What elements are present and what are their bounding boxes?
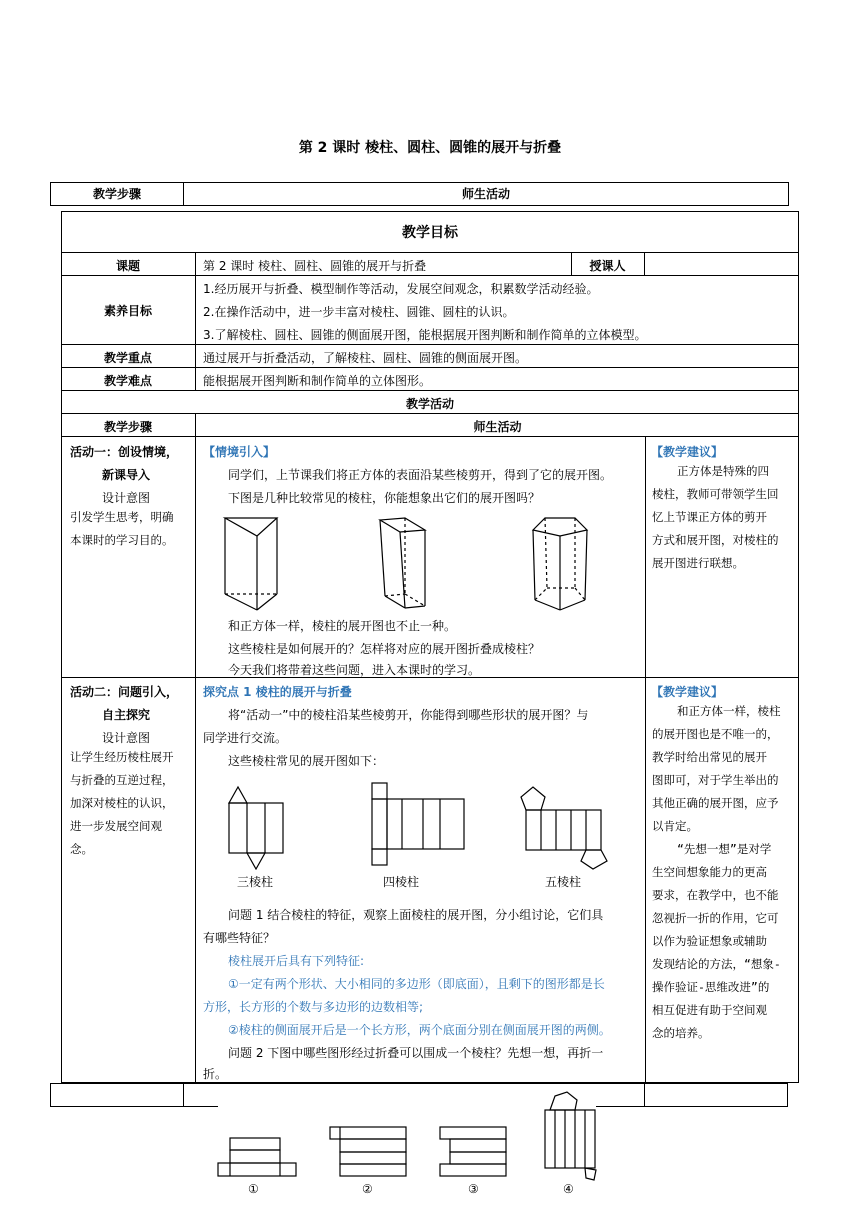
- activity1-p2: 下图是几种比较常见的棱柱，你能想象出它们的展开图吗？: [228, 491, 541, 505]
- nets-question-figure: [210, 1090, 610, 1185]
- activity2-suggest-line: 和正方体一样，棱柱: [677, 704, 781, 718]
- literacy-item-2: 2.在操作活动中，进一步丰富对棱柱、圆锥、圆柱的认识。: [203, 305, 515, 319]
- difficult-value: 能根据展开图判断和制作简单的立体图形。: [203, 374, 432, 388]
- activity2-suggest-line: 教学时给出常见的展开: [652, 750, 767, 764]
- activity1-p4: 这些棱柱是如何展开的？怎样将对应的展开图折叠成棱柱？: [228, 642, 541, 656]
- activity2-p1a: 将“活动一”中的棱柱沿某些棱剪开，你能得到哪些形状的展开图？与: [228, 708, 589, 722]
- activity1-intent: 设计意图: [102, 491, 151, 505]
- activity2-suggest-line: 其他正确的展开图，应予: [652, 796, 779, 810]
- option-label-2: ②: [362, 1182, 373, 1196]
- activity1-p1: 同学们，上节课我们将正方体的表面沿某些棱剪开，得到了它的展开图。: [228, 468, 613, 482]
- activity1-suggest-line: 方式和展开图，对棱柱的: [652, 533, 779, 547]
- activity2-suggest-tag: 【教学建议】: [651, 685, 724, 699]
- activity2-suggest-line: 发现结论的方法，“想象-: [652, 957, 781, 971]
- activity2-suggest-line: 要求，在教学中，也不能: [652, 888, 779, 902]
- feature-1b: 方形，长方形的个数与多边形的边数相等;: [203, 1000, 424, 1014]
- activity2-suggest-line: 以肯定。: [652, 819, 698, 833]
- feature-1a: ①一定有两个形状、大小相同的多边形（即底面），且剩下的图形都是长: [228, 977, 605, 991]
- topic-label: 课题: [115, 259, 140, 273]
- activity2-suggest-line: “先想一想”是对学: [677, 842, 772, 856]
- objectives-heading: 教学目标: [402, 225, 458, 241]
- literacy-item-1: 1.经历展开与折叠、模型制作等活动，发展空间观念，积累数学活动经验。: [203, 282, 599, 296]
- activity2-intent: 设计意图: [102, 731, 151, 745]
- literacy-item-3: 3.了解棱柱、圆柱、圆锥的侧面展开图，能根据展开图判断和制作简单的立体模型。: [203, 328, 647, 342]
- activity2-suggest-line: 图即可，对于学生举出的: [652, 773, 779, 787]
- activity2-suggest-line: 以作为验证想象或辅助: [652, 934, 767, 948]
- caption-pentagonal: 五棱柱: [545, 875, 582, 889]
- activity2-intent-line: 让学生经历棱柱展开: [70, 750, 174, 764]
- activity1-suggest-tag: 【教学建议】: [651, 445, 724, 459]
- page-title: 第 2 课时 棱柱、圆柱、圆锥的展开与折叠: [298, 140, 562, 156]
- question2-a: 问题 2 下图中哪些图形经过折叠可以围成一个棱柱？先想一想，再折一: [228, 1046, 604, 1060]
- activity2-suggest-line: 相互促进有助于空间观: [652, 1003, 767, 1017]
- question1-a: 问题 1 结合棱柱的特征，观察上面棱柱的展开图，分小组讨论，它们具: [228, 908, 604, 922]
- activity1-suggest-line: 棱柱，教师可带领学生回: [652, 487, 779, 501]
- activity1-p3: 和正方体一样，棱柱的展开图也不止一种。: [228, 619, 457, 633]
- activity2-suggest-line: 生空间想象能力的更高: [652, 865, 767, 879]
- explore-point: 探究点 1 棱柱的展开与折叠: [203, 685, 352, 699]
- prism-nets-figure: [215, 775, 635, 870]
- key-value: 通过展开与折叠活动，了解棱柱、圆柱、圆锥的侧面展开图。: [203, 351, 528, 365]
- topic-value: 第 2 课时 棱柱、圆柱、圆锥的展开与折叠: [203, 259, 427, 273]
- prism-figures: [215, 510, 635, 618]
- activity1-title-1: 活动一：创设情境，: [70, 445, 179, 459]
- header-activity: 师生活动: [461, 187, 510, 201]
- header-row: [50, 182, 789, 206]
- activity1-title-2: 新课导入: [102, 468, 151, 482]
- steps-label: 教学步骤: [103, 420, 152, 434]
- activity2-p2: 这些棱柱常见的展开图如下：: [228, 754, 385, 768]
- key-label: 教学重点: [103, 351, 152, 365]
- activity2-intent-line: 与折叠的互逆过程，: [70, 773, 174, 787]
- activity2-suggest-line: 的展开图也是不唯一的，: [652, 727, 779, 741]
- activity2-intent-line: 念。: [70, 842, 93, 856]
- activity2-suggest-line: 忽视折一折的作用，它可: [652, 911, 779, 925]
- option-label-4: ④: [563, 1182, 574, 1196]
- activity1-intent-text-2: 本课时的学习目的。: [70, 533, 174, 547]
- caption-triangular: 三棱柱: [237, 875, 274, 889]
- question2-b: 折。: [203, 1067, 228, 1081]
- activities-heading: 教学活动: [405, 397, 454, 411]
- activity2-title-1: 活动二：问题引入，: [70, 685, 179, 699]
- activity1-tag: 【情境引入】: [203, 445, 276, 459]
- activity2-suggest-line: 操作验证-思维改进”的: [652, 980, 770, 994]
- difficult-label: 教学难点: [103, 374, 152, 388]
- activity2-p1b: 同学进行交流。: [203, 731, 288, 745]
- option-label-3: ③: [468, 1182, 479, 1196]
- activity2-title-2: 自主探究: [102, 708, 151, 722]
- header-steps: 教学步骤: [51, 183, 184, 205]
- activity2-intent-line: 加深对棱柱的认识，: [70, 796, 174, 810]
- activity1-suggest-line: 忆上节课正方体的剪开: [652, 510, 767, 524]
- activity1-p5: 今天我们将带着这些问题，进入本课时的学习。: [228, 663, 481, 677]
- caption-quadrilateral: 四棱柱: [383, 875, 420, 889]
- activity1-intent-text-1: 引发学生思考，明确: [70, 510, 174, 524]
- feature-2: ②棱柱的侧面展开后是一个长方形，两个底面分别在侧面展开图的两侧。: [228, 1023, 611, 1037]
- feature-heading: 棱柱展开后具有下列特征:: [228, 954, 365, 968]
- question1-b: 有哪些特征？: [203, 931, 276, 945]
- option-label-1: ①: [248, 1182, 259, 1196]
- literacy-label: 素养目标: [103, 304, 152, 318]
- activity1-suggest-line: 正方体是特殊的四: [677, 464, 769, 478]
- activity2-suggest-line: 念的培养。: [652, 1026, 710, 1040]
- teacher-label: 授课人: [589, 259, 626, 273]
- activity-label: 师生活动: [473, 420, 522, 434]
- activity2-intent-line: 进一步发展空间观: [70, 819, 162, 833]
- activity1-suggest-line: 展开图进行联想。: [652, 556, 744, 570]
